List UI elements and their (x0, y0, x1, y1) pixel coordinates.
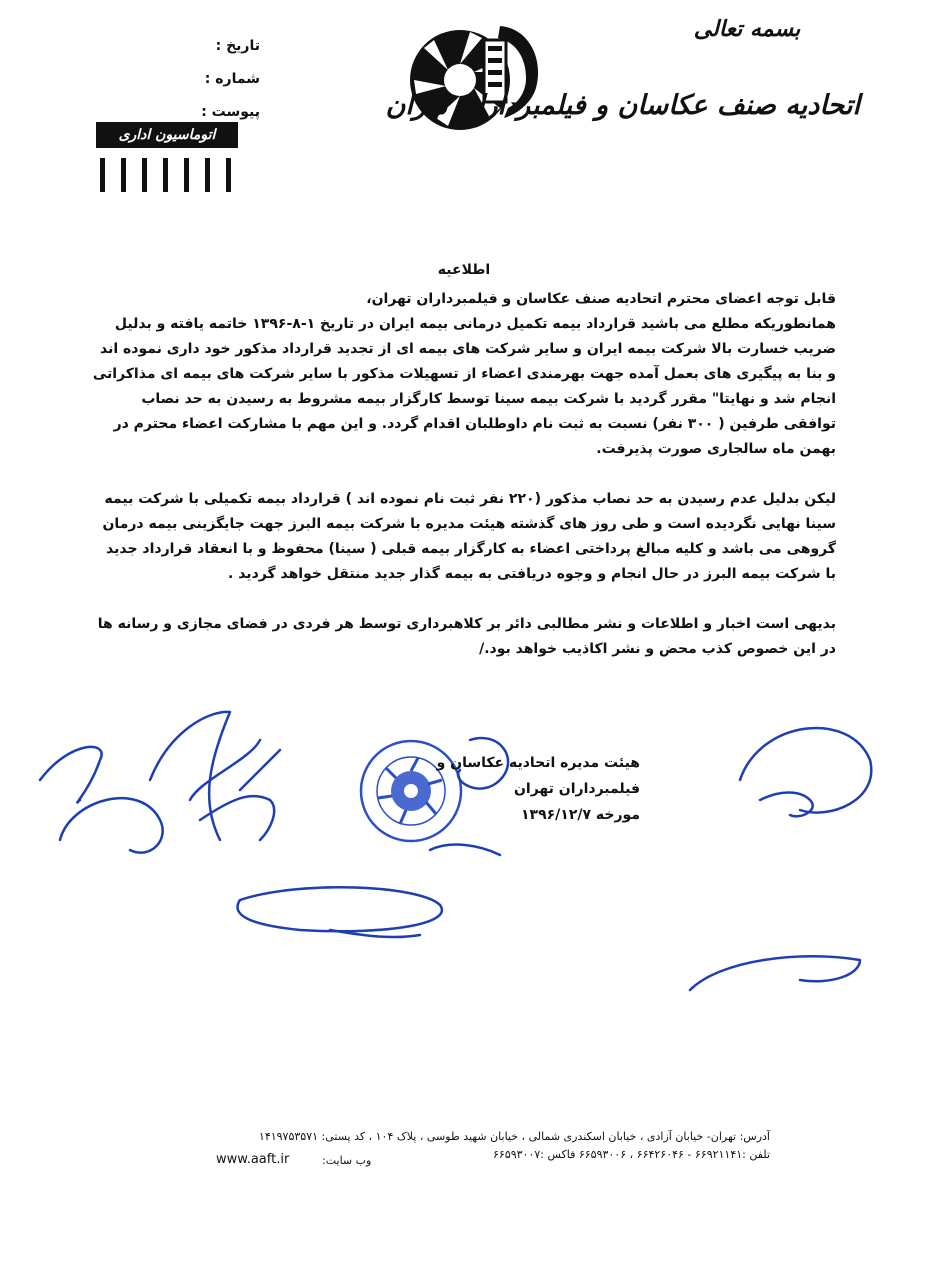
notice-title: اطلاعیه (437, 262, 491, 278)
footer-address: آدرس: تهران- خیابان آزادی ، خیابان اسکندری شمالی ، خیابان شهید طوسی ، پلاک ۱۰۴ ، کد پستی: ۱۴۱۹۷۵۳۵۷۱ (258, 1130, 770, 1143)
notice-paragraph-1: همانطوریکه مطلع می باشید قرارداد بیمه تکمیل درمانی بیمه ایران در تاریخ ۱-۸-۱۳۹۶ خاتمه یافته و بدلیل ضریب خسارت بالا شرکت بیمه ایران و سایر شرکت های بیمه ای از تجدید قرارداد مذکور خود داری نموده اند و بنا به پیگیری های بعمل آمده جهت بهرمندی اعضاء از تسهیلات مذکور با سایر شرکت های بیمه ای مذاکراتی انجام شد و نهایتا" مقرر گردید با شرکت بیمه سینا توسط کارگزار بیمه مشروط به رسیدن به حد نصاب توافقی طرفین ( ۳۰۰ نفر) نسبت به ثبت نام داوطلبان اقدام گردد. و این مهم با مشارکت اعضاء محترم در بهمن ماه سالجاری صورت پذیرفت. (92, 316, 836, 457)
number-label: شماره : (204, 71, 260, 87)
notice-paragraph-3: بدیهی است اخبار و اطلاعات و نشر مطالبی دائر بر کلاهبرداری توسط هر فردی در فضای مجازی و رسانه ها در این خصوص کذب محض و نشر اکاذیب خواهد بود./ (97, 616, 836, 657)
automation-badge: اتوماسیون اداری (96, 122, 238, 148)
attachment-label: پیوست : (201, 104, 260, 120)
signoff-date: مورخه ۱۳۹۶/۱۲/۷ (520, 807, 640, 823)
footer-phone: تلفن :۶۶۹۲۱۱۴۱ - ۶۶۴۲۶۰۴۶ ، ۶۶۵۹۳۰۰۶ فاکس :۶۶۵۹۳۰۰۷ (493, 1148, 770, 1161)
notice-salutation: قابل توجه اعضای محترم اتحادیه صنف عکاسان و فیلمبرداران تهران، (366, 291, 836, 307)
organization-name: اتحادیه صنف عکاسان و فیلمبرداران تهران (385, 90, 860, 121)
website-link[interactable]: www.aaft.ir (216, 1152, 290, 1167)
signoff-board: هیئت مدیره اتحادیه عکاسان و فیلمبرداران تهران (436, 755, 640, 797)
basmala-heading: بسمه تعالی (693, 16, 801, 42)
date-label: تاریخ : (215, 38, 260, 54)
website-label: وب سایت: (322, 1154, 372, 1167)
letter-footer (210, 1128, 770, 1164)
notice-paragraph-2: لیکن بدلیل عدم رسیدن به حد نصاب مذکور (۲۲۰ نفر ثبت نام نموده اند ) قرارداد بیمه تکمیلی با شرکت بیمه سینا نهایی نگردیده است و طی روز های گذشته هیئت مدیره با شرکت بیمه البرز جهت جایگزینی بیمه درمان گروهی می باشد و کلیه مبالغ پرداختی اعضاء به کارگزار بیمه قبلی ( سینا) محفوظ و با انعقاد قرارداد جدید با شرکت بیمه البرز در حال انجام و وجوه دریافتی به بیمه گذار جدید منتقل خواهد گردید . (102, 491, 836, 582)
